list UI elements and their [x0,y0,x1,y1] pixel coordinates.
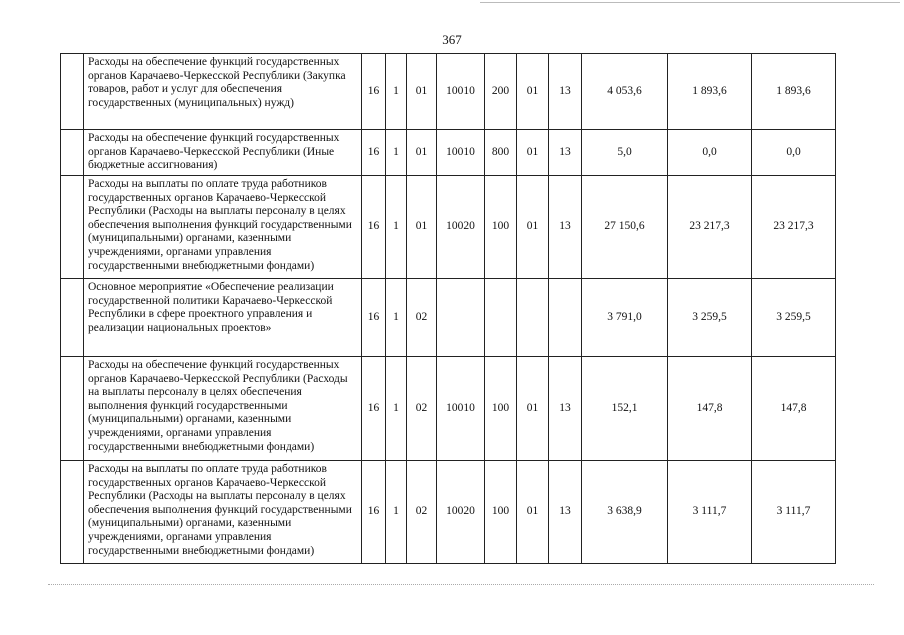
page-number: 367 [442,32,462,47]
table-row [61,130,836,176]
blank-cell [61,279,84,357]
code-cell: 10020 [437,461,485,564]
code-cell: 13 [549,357,582,461]
code-cell: 16 [362,130,386,176]
code-cell: 10010 [437,130,485,176]
code-cell: 10020 [437,176,485,279]
code-cell [437,279,485,357]
description-cell: Расходы на выплаты по оплате труда работников государственных органов Карачаево-Черкесской Республики (Расходы на выплаты персоналу в целях обеспечения выполнения функций государственными (муниципальными) органами, казенными учреждениями, органами управления государственными внебюджетными фондами) [84,176,362,279]
code-cell: 100 [485,357,517,461]
amount-cell: 1 893,6 [668,54,752,130]
code-cell: 02 [407,279,437,357]
amount-cell: 147,8 [752,357,836,461]
blank-cell [61,176,84,279]
blank-cell [61,357,84,461]
code-cell: 01 [517,461,549,564]
code-cell: 1 [386,279,407,357]
code-cell: 16 [362,279,386,357]
amount-cell: 27 150,6 [582,176,668,279]
description-cell: Расходы на обеспечение функций государственных органов Карачаево-Черкесской Республики (Иные бюджетные ассигнования) [84,130,362,176]
code-cell: 01 [407,54,437,130]
code-cell: 16 [362,54,386,130]
table-row [61,176,836,279]
code-cell: 100 [485,461,517,564]
amount-cell: 3 791,0 [582,279,668,357]
amount-cell: 23 217,3 [668,176,752,279]
amount-cell: 1 893,6 [752,54,836,130]
table-row [61,54,836,130]
table-row [61,279,836,357]
code-cell: 16 [362,176,386,279]
amount-cell: 3 259,5 [668,279,752,357]
amount-cell: 4 053,6 [582,54,668,130]
amount-cell: 3 259,5 [752,279,836,357]
code-cell: 16 [362,357,386,461]
blank-cell [61,461,84,564]
amount-cell: 5,0 [582,130,668,176]
description-cell: Расходы на обеспечение функций государственных органов Карачаево-Черкесской Республики (Расходы на выплаты персоналу в целях обеспечения выполнения функций государственными (муниципальными) органами, казенными учреждениями, органами управления государственными внебюджетными фондами) [84,357,362,461]
code-cell: 13 [549,54,582,130]
code-cell: 13 [549,130,582,176]
code-cell: 01 [517,130,549,176]
code-cell [549,279,582,357]
code-cell: 01 [517,54,549,130]
description-cell: Расходы на обеспечение функций государственных органов Карачаево-Черкесской Республики (Закупка товаров, работ и услуг для обеспечения государственных (муниципальных) нужд) [84,54,362,130]
description-cell: Расходы на выплаты по оплате труда работников государственных органов Карачаево-Черкесской Республики (Расходы на выплаты персоналу в целях обеспечения выполнения функций государственными (муниципальными) органами, казенными учреждениями, органами управления государственными внебюджетными фондами) [84,461,362,564]
table-row [61,357,836,461]
description-cell: Основное мероприятие «Обеспечение реализации государственной политики Карачаево-Черкесской Республики в сфере проектного управления и реализации национальных проектов» [84,279,362,357]
code-cell: 1 [386,54,407,130]
amount-cell: 23 217,3 [752,176,836,279]
amount-cell: 3 638,9 [582,461,668,564]
amount-cell: 147,8 [668,357,752,461]
code-cell: 01 [517,357,549,461]
code-cell [485,279,517,357]
amount-cell: 3 111,7 [668,461,752,564]
code-cell: 01 [407,130,437,176]
code-cell: 02 [407,357,437,461]
code-cell: 1 [386,176,407,279]
code-cell: 13 [549,176,582,279]
code-cell: 800 [485,130,517,176]
code-cell: 1 [386,357,407,461]
amount-cell: 0,0 [668,130,752,176]
code-cell: 13 [549,461,582,564]
code-cell: 01 [407,176,437,279]
code-cell: 1 [386,130,407,176]
code-cell: 01 [517,176,549,279]
blank-cell [61,54,84,130]
scan-edge-line [48,584,874,585]
code-cell: 10010 [437,357,485,461]
code-cell: 16 [362,461,386,564]
code-cell: 1 [386,461,407,564]
code-cell [517,279,549,357]
amount-cell: 0,0 [752,130,836,176]
code-cell: 02 [407,461,437,564]
scan-edge-line [480,2,900,3]
blank-cell [61,130,84,176]
table-row [61,461,836,564]
code-cell: 200 [485,54,517,130]
code-cell: 100 [485,176,517,279]
code-cell: 10010 [437,54,485,130]
amount-cell: 3 111,7 [752,461,836,564]
budget-table [60,53,836,564]
amount-cell: 152,1 [582,357,668,461]
